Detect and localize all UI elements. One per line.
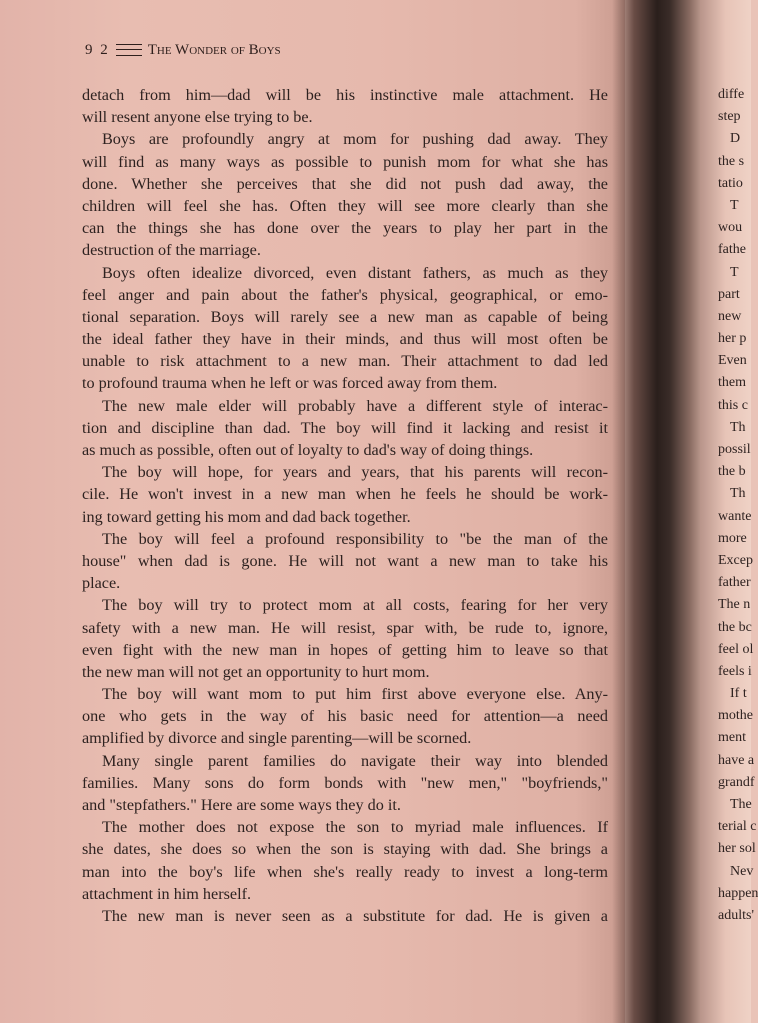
- right-page-line: T: [730, 264, 739, 280]
- right-page-line: new: [718, 308, 742, 324]
- right-page-line: tatio: [718, 175, 743, 191]
- text-line: children will feel she has. Often they will see more clearly than she: [82, 196, 608, 215]
- right-page-line: this c: [718, 397, 748, 413]
- right-page-line: feels i: [718, 663, 752, 679]
- right-page-line: the s: [718, 153, 745, 169]
- right-page-line: feel ol: [718, 641, 754, 657]
- text-line: Boys are profoundly angry at mom for pushing dad away. They: [102, 130, 608, 149]
- text-line: feel anger and pain about the father's physical, geographical, or emo-: [82, 285, 608, 304]
- text-line: unable to risk attachment to a new man. Their attachment to dad led: [82, 352, 608, 371]
- triple-rule-icon: [116, 44, 142, 56]
- right-page-line: the bc: [718, 619, 752, 635]
- right-page-line: fathe: [718, 242, 746, 258]
- text-line: even fight with the new man in hopes of getting him to leave so that: [82, 640, 608, 659]
- right-page-line: possil: [718, 442, 751, 457]
- right-page-line: D: [730, 131, 741, 147]
- right-page-line: Th: [730, 419, 746, 435]
- right-page-line: wante: [718, 508, 752, 524]
- text-line: ing toward getting his mom and dad back together.: [82, 507, 411, 526]
- text-line: tion and discipline than dad. The boy will find it lacking and resist it: [82, 418, 608, 437]
- right-page-line: the b: [718, 464, 746, 480]
- right-page-line: Excep: [718, 552, 753, 568]
- right-page-line: The: [730, 797, 752, 812]
- text-line: to profound trauma when he left or was forced away from them.: [82, 374, 498, 393]
- text-line: one who gets in the way of his basic need for attention—a need: [82, 707, 608, 726]
- text-line: destruction of the marriage.: [82, 241, 261, 260]
- text-line: attachment in him herself.: [82, 884, 252, 903]
- right-page-line: more: [718, 530, 747, 546]
- text-line: cile. He won't invest in a new man when he feels he should be work-: [82, 485, 608, 504]
- right-page-line: have a: [718, 752, 755, 768]
- right-page-line: happen: [718, 885, 758, 901]
- text-line: will resent anyone else trying to be.: [82, 108, 313, 127]
- text-line: families. Many sons do form bonds with "new men," "boyfriends,": [82, 773, 608, 792]
- right-page-line: grandf: [718, 774, 755, 790]
- right-page-line: Even: [718, 353, 747, 369]
- right-page-line: T: [730, 197, 739, 213]
- right-page-line: part: [718, 286, 740, 302]
- text-line: The boy will try to protect mom at all costs, fearing for her very: [102, 596, 608, 615]
- right-page-line: her p: [718, 331, 747, 347]
- text-line: safety with a new man. He will resist, spar with, be rude to, ignore,: [82, 618, 608, 637]
- text-line: will find as many ways as possible to punish mom for what she has: [82, 152, 608, 171]
- text-line: The new man is never seen as a substitute for dad. He is given a: [102, 906, 608, 925]
- text-line: the new man will not get an opportunity to hurt mom.: [82, 662, 430, 681]
- text-line: The boy will feel a profound responsibility to "be the man of the: [102, 529, 608, 548]
- right-page-line: adults': [718, 907, 754, 923]
- right-page-line: her sol: [718, 841, 756, 857]
- text-line: detach from him—dad will be his instinctive male attachment. He: [82, 86, 608, 104]
- text-line: man into the boy's life when she's really ready to invest a long-term: [82, 862, 608, 881]
- text-line: tional separation. Boys will rarely see a new man as capable of being: [82, 307, 608, 326]
- text-line: The boy will want mom to put him first above everyone else. Any-: [102, 685, 608, 704]
- text-line: Boys often idealize divorced, even distant fathers, as much as they: [102, 263, 608, 282]
- right-page-line: The n: [718, 597, 751, 613]
- text-line: Many single parent families do navigate their way into blended: [102, 751, 608, 770]
- text-line: place.: [82, 574, 121, 593]
- right-page-line: Nev: [730, 863, 754, 879]
- right-page-line: them: [718, 375, 746, 391]
- body-text: [82, 84, 608, 927]
- text-line: the ideal father they have in their minds, and thus will most often be: [82, 330, 608, 349]
- right-page-line: terial c: [718, 819, 757, 835]
- page-header: [85, 38, 281, 62]
- text-line: she dates, she does so when the son is staying with dad. She brings a: [82, 840, 608, 859]
- text-line: The mother does not expose the son to myriad male influences. If: [102, 818, 608, 837]
- right-page-edge: [700, 0, 758, 1023]
- text-line: can the things she has done over the years to play her part in the: [82, 219, 608, 238]
- text-line: amplified by divorce and single parenting—will be scorned.: [82, 729, 472, 748]
- right-page-line: father: [718, 575, 751, 591]
- right-page-line: diffe: [718, 87, 745, 102]
- right-page-line: wou: [718, 220, 743, 236]
- text-line: as much as possible, often out of loyalty to dad's way of doing things.: [82, 441, 534, 459]
- right-page-line: If t: [730, 686, 747, 702]
- right-page-line: mothe: [718, 708, 753, 724]
- text-line: and "stepfathers." Here are some ways they do it.: [82, 796, 401, 814]
- book-gutter-shadow: [612, 0, 712, 1023]
- right-page-text: [700, 84, 758, 927]
- right-page-line: ment: [718, 730, 746, 746]
- text-line: The new male elder will probably have a different style of interac-: [102, 396, 608, 415]
- page-number: 9 2: [85, 41, 110, 58]
- right-page-line: step: [718, 109, 741, 125]
- text-line: The boy will hope, for years and years, that his parents will recon-: [102, 463, 608, 482]
- text-line: house" when dad is gone. He will not want a new man to take his: [82, 551, 608, 570]
- right-page-line: Th: [730, 486, 746, 502]
- running-title: The Wonder of Boys: [147, 41, 281, 58]
- text-line: done. Whether she perceives that she did not push dad away, the: [82, 174, 608, 193]
